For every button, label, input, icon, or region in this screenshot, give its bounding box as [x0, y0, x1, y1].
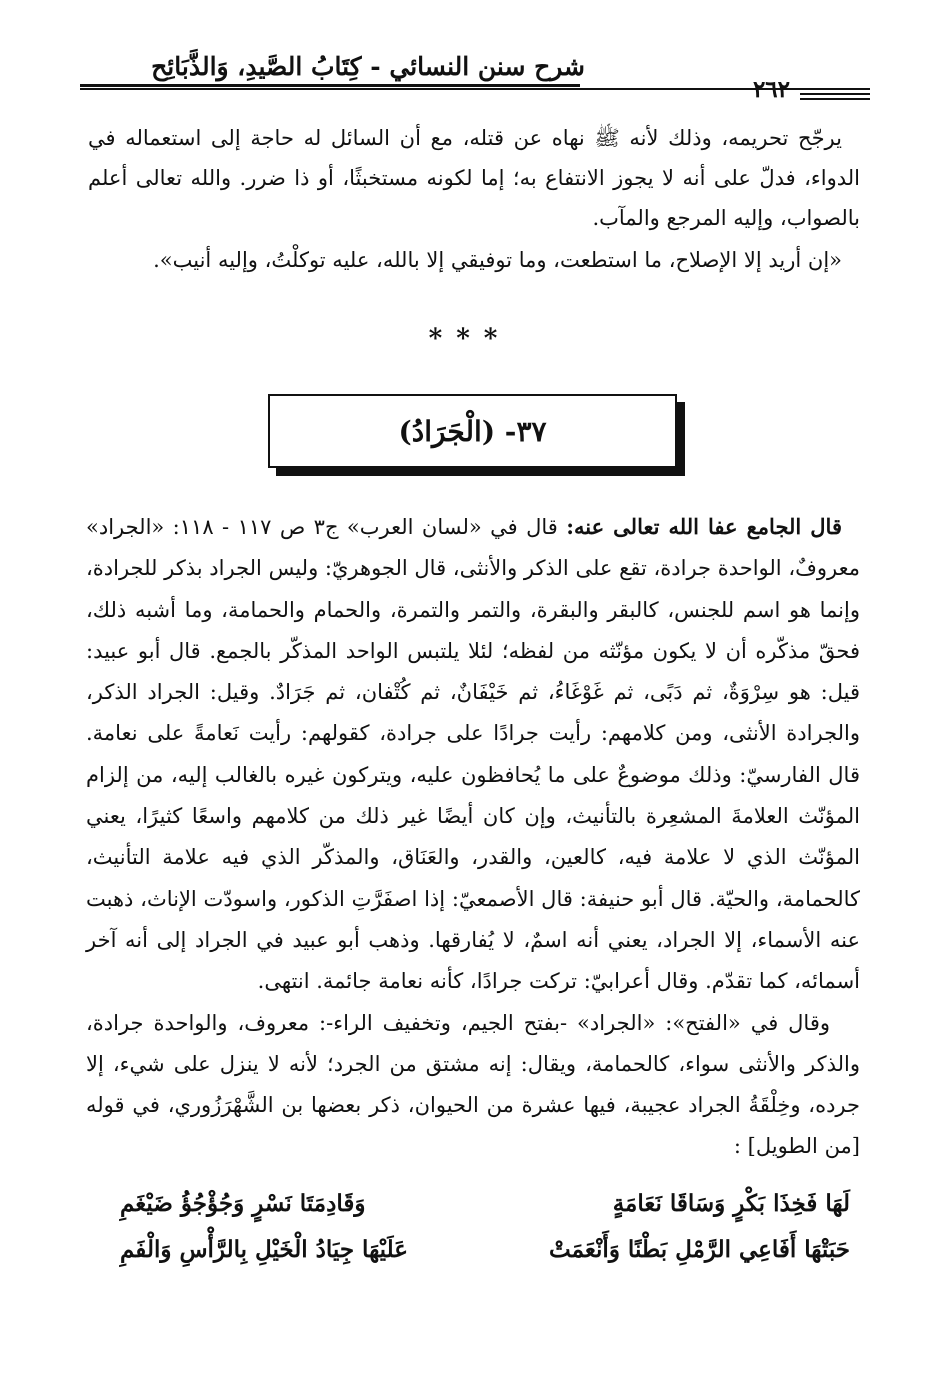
header-underline — [80, 84, 580, 87]
commentary-paragraph — [86, 506, 860, 1003]
header-rule — [800, 93, 870, 95]
poem-verse — [120, 1236, 850, 1282]
intro-text: يرجّح تحريمه، وذلك لأنه ﷺ نهاه عن قتله، مع أن السائل له حاجة إلى استعماله في الدواء، فدلّ على أنه لا يجوز الانتفاع به؛ إما لكونه مستخبثًا، أو ذا ضرر. والله تعالى أعلم بالصواب، وإليه المرجع والمآب. — [88, 126, 860, 230]
running-title: شرح سنن النسائي - كِتَابُ الصَّيدِ، وَالذَّبَائِح — [151, 52, 585, 81]
verse-second-hemistich: وَقَادِمَتَا نَسْرٍ وَجُؤْجُؤُ ضَيْغَمِ — [120, 1190, 366, 1217]
intro-paragraph — [88, 118, 860, 238]
author-lead: قال الجامع عفا الله تعالى عنه: — [566, 514, 842, 539]
verse-first-hemistich: حَبَتْهَا أَفَاعِي الرَّمْلِ بَطْنًا وَأَنْعَمَتْ — [549, 1236, 850, 1263]
header-rule — [80, 88, 870, 90]
chapter-title: ٣٧- (الْجَرَادُ) — [398, 414, 547, 448]
page-header — [80, 46, 870, 106]
chapter-heading-box — [268, 394, 677, 468]
section-separator: *** — [428, 324, 512, 354]
header-rule — [800, 98, 870, 100]
verse-second-hemistich: عَلَيْهَا جِيَادُ الْخَيْلِ بِالرَّأْسِ وَالْفَمِ — [120, 1236, 408, 1263]
poem-verse — [120, 1190, 850, 1236]
quote-text: «إن أريد إلا الإصلاح، ما استطعت، وما توفيقي إلا بالله، عليه توكلْتُ، وإليه أنيب». — [153, 248, 842, 272]
verse-first-hemistich: لَهَا فَخِذَا بَكْرٍ وَسَاقَا نَعَامَةٍ — [612, 1190, 850, 1217]
poem — [120, 1190, 850, 1282]
main-commentary — [86, 506, 860, 1168]
fath-paragraph: وقال في «الفتح»: «الجراد» -بفتح الجيم، وتخفيف الراء-: معروف، والواحدة جرادة، والذكر والأنثى سواء، كالحمامة، ويقال: إنه مشتق من الجرد؛ لأنه لا ينزل على شيء، إلا جرده، وخِلْقَةُ الجراد عجيبة، فيها عشرة من الحيوان، ذكر بعضها بن الشَّهْرَزُوري، في قوله [من الطويل] : — [86, 1010, 860, 1159]
page-number: ٢٦٢ — [752, 76, 790, 103]
closing-quote — [88, 240, 860, 280]
commentary-text: قال في «لسان العرب» ج٣ ص ١١٧ - ١١٨: «الجراد» معروفٌ، الواحدة جرادة، تقع على الذكر والأنثى، قال الجوهريّ: وليس الجراد بذكر للجرادة، وإنما هو اسم للجنس، كالبقر والبقرة، والتمر والتمرة، والحمام والحمامة، وما أشبه ذلك، فحقّ مذكّره أن لا يكون مؤنّثه من لفظه؛ لئلا يلتبس الواحد المذكّر بالجمع. قال أبو عبيد: قيل: هو سِرْوَةٌ، ثم دَبًى، ثم غَوْغَاءُ، ثم خَيْفَانٌ، ثم كُتْفان، ثم جَرَادٌ. وقيل: الجراد الذكر، والجرادة الأنثى، ومن كلامهم: رأيت جرادًا على جرادة، كقولهم: رأيت نَعامةً على نعامة. قال الفارسيّ: وذلك موضوعٌ على ما يُحافظون عليه، ويتركون غيره بالغالب إليه، من إلزام المؤنّث العلامةَ المشعِرة بالتأنيث، وإن كان أيضًا غير ذلك من كلامهم واسعًا كثيرًا، يعني المؤنّث الذي لا علامة فيه، كالعين، والقدر، والعَنَاق، والمذكّر الذي فيه علامة التأنيث، كالحمامة، والحيّة. قال أبو حنيفة: قال الأصمعيّ: إذا اصفَرَّتِ الذكور، واسودّت الإناث، ذهبت عنه الأسماء، إلا الجراد، يعني أنه اسمٌ، لا يُفارقها. وذهب أبو عبيد في الجراد إلى أنه آخر أسمائه، كما تقدّم. وقال أعرابيّ: تركت جرادًا، كأنه نعامة جائمة. انتهى. — [86, 515, 860, 994]
